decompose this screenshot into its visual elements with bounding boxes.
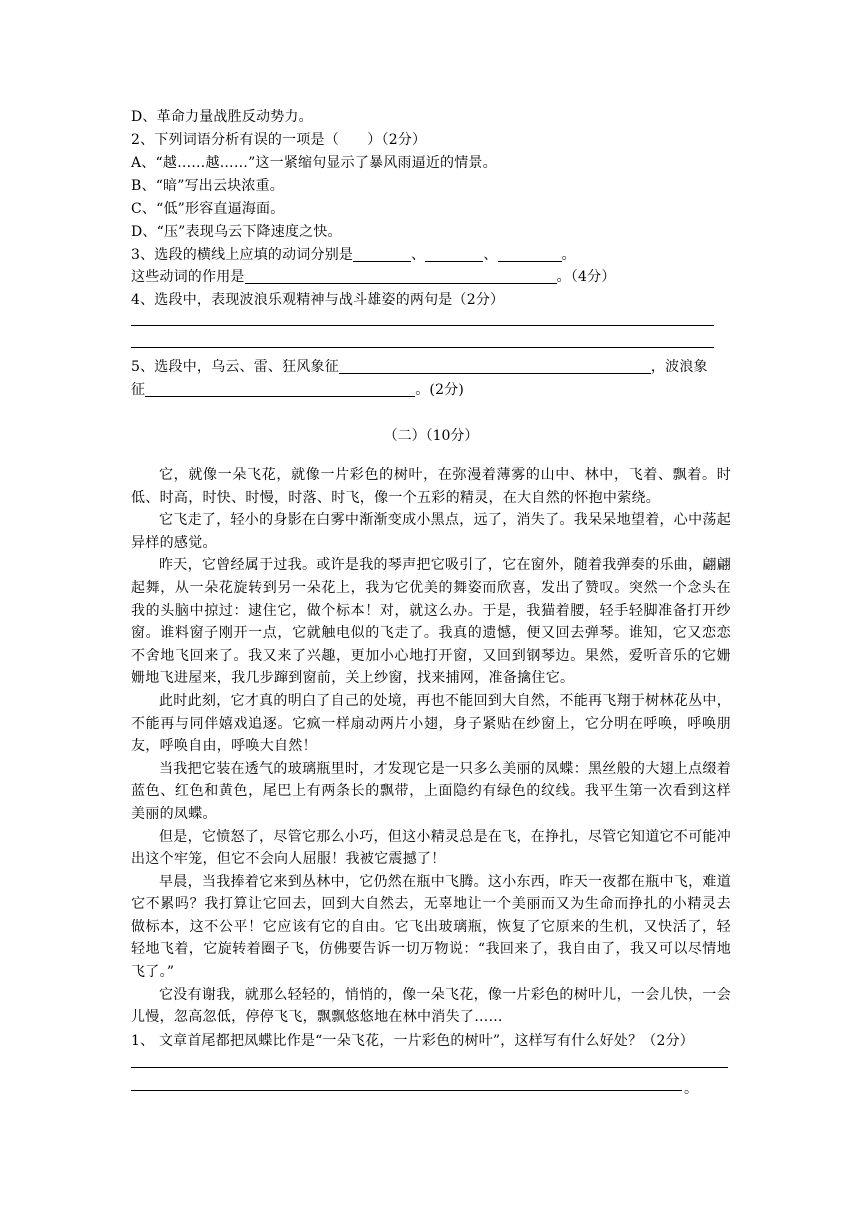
q3-blank-2[interactable] <box>425 247 483 262</box>
final-question: 1、 文章首尾都把凤蝶比作是“一朵飞花，一片彩色的树叶”，这样写有什么好处？（2分） <box>131 1033 694 1049</box>
q4-answer-line-1[interactable] <box>131 325 714 326</box>
q3-line-2 <box>131 266 616 288</box>
q5-part-1: 5、选段中，乌云、雷、狂风象征 <box>131 359 339 375</box>
paragraph-7: 早晨，当我捧着它来到丛林中，它仍然在瓶中飞腾。这小东西，昨天一夜都在瓶中飞，难道它不累吗？我打算让它回去，回到大自然去，无辜地让一个美丽而又为生命而挣扎的小精灵去做标本，这不公平！它应该有它的自由。它飞出玻璃瓶，恢复了它原来的生机，又快活了，轻轻地飞着，它旋转着圈子飞，仿佛要告诉一切万物说：“我回来了，我自由了，我又可以尽情地飞了。” <box>131 873 731 981</box>
q1-option-d: D、革命力量战胜反动势力。 <box>131 109 313 125</box>
paragraph-4: 此时此刻，它才真的明白了自己的处境，再也不能回到大自然，不能再飞翔于树林花丛中，不能再与同伴嬉戏追逐。它疯一样扇动两片小翅，身子紧贴在纱窗上，它分明在呼唤，呼唤朋友，呼唤自由，呼唤大自然！ <box>131 692 731 755</box>
q3-line2-end: 。（4分） <box>556 269 616 285</box>
paragraph-8: 它没有谢我，就那么轻轻的，悄悄的，像一朵飞花，像一片彩色的树叶儿，一会儿快，一会儿慢，忽高忽低，停停飞飞，飘飘悠悠地在林中消失了…… <box>131 986 731 1026</box>
q5-blank-1[interactable] <box>339 359 651 374</box>
paragraph-1: 它，就像一朵飞花，就像一片彩色的树叶，在弥漫着薄雾的山中、林中，飞着、飘着。时低、时高，时快、时慢，时落、时飞，像一个五彩的精灵，在大自然的怀抱中萦绕。 <box>131 467 731 506</box>
q5-line-1 <box>131 356 731 378</box>
q3-end: 。 <box>561 247 576 263</box>
q4-stem: 4、选段中，表现波浪乐观精神与战斗雄姿的两句是（2分） <box>131 292 505 308</box>
final-answer-line-2[interactable] <box>131 1090 682 1091</box>
q2-option-d: D、“压”表现乌云下降速度之快。 <box>131 224 342 240</box>
q2-option-a: A、“越……越……”这一紧缩句显示了暴风雨逼近的情景。 <box>131 155 497 171</box>
q3-blank-3[interactable] <box>498 247 562 262</box>
paragraph-6: 但是，它愤怒了，尽管它那么小巧，但这小精灵总是在飞，在挣扎，尽管它知道它不可能冲出这个牢笼，但它不会向人屈服！我被它震撼了！ <box>131 828 731 868</box>
q5-line-2 <box>131 379 464 401</box>
q5-part-3: 征 <box>131 382 146 398</box>
q5-blank-2[interactable] <box>145 382 415 397</box>
paragraph-5: 当我把它装在透气的玻璃瓶里时，才发现它是一只多么美丽的凤蝶：黑丝般的大翅上点缀着蓝色、红色和黄色，尾巴上有两条长的飘带，上面隐约有绿色的纹线。我平生第一次看到这样美丽的凤蝶。 <box>131 760 731 822</box>
passage <box>131 464 731 1029</box>
q3-sep-2: 、 <box>483 247 498 263</box>
q3-line2-start: 这些动词的作用是 <box>131 269 245 285</box>
q2-option-b: B、“暗”写出云块浓重。 <box>131 178 285 194</box>
q3-sep-1: 、 <box>411 247 426 263</box>
paragraph-3: 昨天，它曾经属于过我。或许是我的琴声把它吸引了，它在窗外，随着我弹奏的乐曲，翩翩起舞，从一朵花旋转到另一朵花上，我为它优美的舞姿而欣喜，发出了赞叹。突然一个念头在我的头脑中掠过：逮住它，做个标本！对，就这么办。于是，我猫着腰，轻手轻脚准备打开纱窗。谁料窗子刚开一点，它就触电似的飞走了。我真的遗憾，便又回去弹琴。谁知，它又恋恋不舍地飞回来了。我又来了兴趣，更加小心地打开窗，又回到钢琴边。果然，爱听音乐的它姗姗地飞进屋来，我几步蹿到窗前，关上纱窗，找来捕网，准备擒住它。 <box>131 557 731 687</box>
q4-answer-line-2[interactable] <box>131 347 714 348</box>
q3-blank-1[interactable] <box>353 247 411 262</box>
q3-answer-line[interactable] <box>245 269 557 284</box>
final-end: 。 <box>684 1081 699 1097</box>
q5-part-2: ，波浪象 <box>650 359 708 375</box>
paragraph-2: 它飞走了，轻小的身影在白雾中渐渐变成小黑点，远了，消失了。我呆呆地望着，心中荡起异样的感觉。 <box>131 512 731 551</box>
q2-stem: 2、下列词语分析有误的一项是（ ）（2分） <box>131 132 427 148</box>
section-title: （二）（10分） <box>383 428 479 444</box>
q3-line-1 <box>131 244 576 266</box>
q2-option-c: C、“低”形容直逼海面。 <box>131 201 285 217</box>
final-answer-line-1[interactable] <box>131 1067 728 1068</box>
q5-part-4: 。(2分) <box>415 382 465 398</box>
q3-stem: 3、选段的横线上应填的动词分别是 <box>131 247 354 263</box>
